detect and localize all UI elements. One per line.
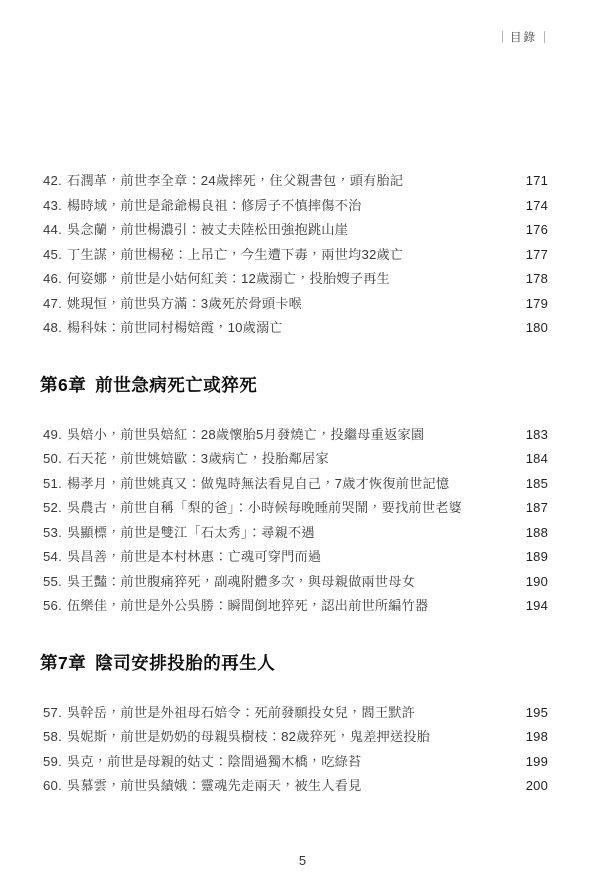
toc-entry — [43, 195, 548, 220]
toc-entry-page: 171 — [525, 173, 548, 188]
toc-entry-number: 53. — [43, 524, 62, 540]
toc-entry-page: 185 — [525, 475, 548, 491]
toc-entry-text: 吳顯標，前世是雙江「石太秀」：尋親不遇 — [66, 524, 315, 540]
toc-entry-text: 吳念蘭，前世楊濃引：被丈夫陸松田強抱跳山崖 — [66, 222, 349, 237]
toc-entry — [43, 424, 548, 449]
toc-entry-number: 44. — [43, 222, 62, 237]
toc-entry — [43, 219, 548, 244]
toc-entry-number: 56. — [43, 598, 62, 613]
toc-entry-page: 198 — [525, 729, 548, 744]
toc-entry-number: 42. — [43, 173, 62, 188]
toc-entry-text: 吳婄小，前世吳婄紅：28歲懷胎5月發燒亡，投繼母重返家園 — [66, 426, 425, 442]
toc-entry-page: 183 — [525, 426, 548, 442]
toc-entry-page: 178 — [525, 271, 548, 286]
toc-section — [43, 170, 548, 342]
toc-entry-text: 吳王豔：前世腹痛猝死，副魂附體多次，與母親做兩世母女 — [66, 573, 416, 589]
toc-entry-text: 吳幹岳，前世是外祖母石婄令：死前發願投女兒，閻王默許 — [66, 704, 416, 720]
toc-entry — [43, 751, 548, 776]
toc-entry-number: 54. — [43, 549, 62, 564]
toc-section — [40, 372, 548, 620]
header-divider-right-icon — [544, 31, 545, 43]
toc-entry — [43, 497, 548, 522]
toc-entry-text: 吳昌善，前世是本村林惠：亡魂可穿門而過 — [66, 549, 322, 564]
toc-list — [40, 170, 548, 800]
toc-entry-page: 190 — [525, 573, 548, 589]
toc-entry-page: 199 — [525, 753, 548, 769]
toc-entry-page: 200 — [525, 778, 548, 793]
chapter-number: 第7章 — [40, 652, 87, 673]
toc-entry-page: 187 — [525, 500, 548, 515]
toc-entry-text: 楊時域，前世是爺爺楊良祖：修房子不慎摔傷不治 — [66, 197, 362, 213]
chapter-title: 陰司安排投胎的再生人 — [95, 652, 276, 673]
toc-entry-text: 丁生謀，前世楊秘：上吊亡，今生遭下毒，兩世均32歲亡 — [66, 246, 404, 262]
toc-entry — [43, 448, 548, 473]
toc-entry-page: 174 — [525, 197, 548, 213]
header-title: 目錄 — [510, 32, 537, 44]
toc-entry-text: 吳克，前世是母親的姑丈：陰間過獨木橋，吃綠苔 — [66, 753, 362, 769]
header-divider-left-icon — [502, 31, 503, 43]
toc-entry-number: 46. — [43, 271, 62, 286]
toc-entry-page: 195 — [525, 704, 548, 720]
toc-entry-page: 176 — [525, 222, 548, 237]
toc-entry-text: 何姿娜，前世是小姑何紅美：12歲溺亡，投胎嫂子再生 — [66, 271, 390, 286]
toc-entry-number: 50. — [43, 451, 62, 466]
chapter-heading — [40, 650, 548, 676]
toc-entry-page: 189 — [525, 549, 548, 564]
toc-entry-text: 吳妮斯，前世是奶奶的母親吳樹枝：82歲猝死，鬼差押送投胎 — [66, 729, 431, 744]
toc-entry-number: 55. — [43, 573, 62, 589]
toc-entry — [43, 595, 548, 620]
toc-entry-number: 59. — [43, 753, 62, 769]
toc-entry-text: 楊科妹：前世同村楊婄霞，10歲溺亡 — [66, 320, 283, 335]
toc-entry — [43, 522, 548, 547]
toc-entry-number: 48. — [43, 320, 62, 335]
toc-entry — [43, 546, 548, 571]
toc-entry-text: 石天花，前世姚婄歐：3歲病亡，投胎鄰居家 — [66, 451, 329, 466]
toc-entry-page: 184 — [525, 451, 548, 466]
toc-entry-text: 伍樂佳，前世是外公吳勝：瞬間倒地猝死，認出前世所編竹器 — [66, 598, 429, 613]
toc-entry-page: 177 — [525, 246, 548, 262]
page-header — [502, 29, 545, 45]
toc-entry — [43, 268, 548, 293]
toc-entry-number: 57. — [43, 704, 62, 720]
toc-entry — [43, 170, 548, 195]
page-footer — [0, 853, 605, 868]
toc-entry-page: 188 — [525, 524, 548, 540]
toc-entry — [43, 317, 548, 342]
footer-page-number: 5 — [298, 853, 307, 868]
toc-entry-text: 石潤革，前世李全章：24歲摔死，住父親書包，頭有胎記 — [66, 173, 404, 188]
toc-entry-number: 47. — [43, 295, 62, 311]
toc-entry — [43, 775, 548, 800]
toc-entry — [43, 571, 548, 596]
toc-entry-number: 51. — [43, 475, 62, 491]
toc-entry-text: 吳農古，前世自稱「梨的爸」：小時候每晚睡前哭鬧，要找前世老婆 — [66, 500, 462, 515]
toc-entry — [43, 702, 548, 727]
toc-entry-number: 58. — [43, 729, 62, 744]
toc-entry-text: 姚現恒，前世吳方滿：3歲死於骨頭卡喉 — [66, 295, 303, 311]
toc-entry-number: 52. — [43, 500, 62, 515]
toc-entry-number: 60. — [43, 778, 62, 793]
toc-entry-number: 49. — [43, 426, 62, 442]
toc-section — [40, 650, 548, 800]
toc-entry-page: 179 — [525, 295, 548, 311]
chapter-title: 前世急病死亡或猝死 — [95, 374, 258, 395]
toc-entry-page: 194 — [525, 598, 548, 613]
toc-entry — [43, 473, 548, 498]
toc-entry-page: 180 — [525, 320, 548, 335]
toc-entry-number: 45. — [43, 246, 62, 262]
toc-entry-text: 吳慕雲，前世吳績娥：靈魂先走兩天，被生人看見 — [66, 778, 362, 793]
toc-entry — [43, 293, 548, 318]
toc-entry-number: 43. — [43, 197, 62, 213]
toc-entry — [43, 244, 548, 269]
toc-entry-text: 楊孝月，前世姚真又：做鬼時無法看見自己，7歲才恢復前世記憶 — [66, 475, 450, 491]
chapter-number: 第6章 — [40, 374, 87, 395]
chapter-heading — [40, 372, 548, 398]
toc-entry — [43, 726, 548, 751]
